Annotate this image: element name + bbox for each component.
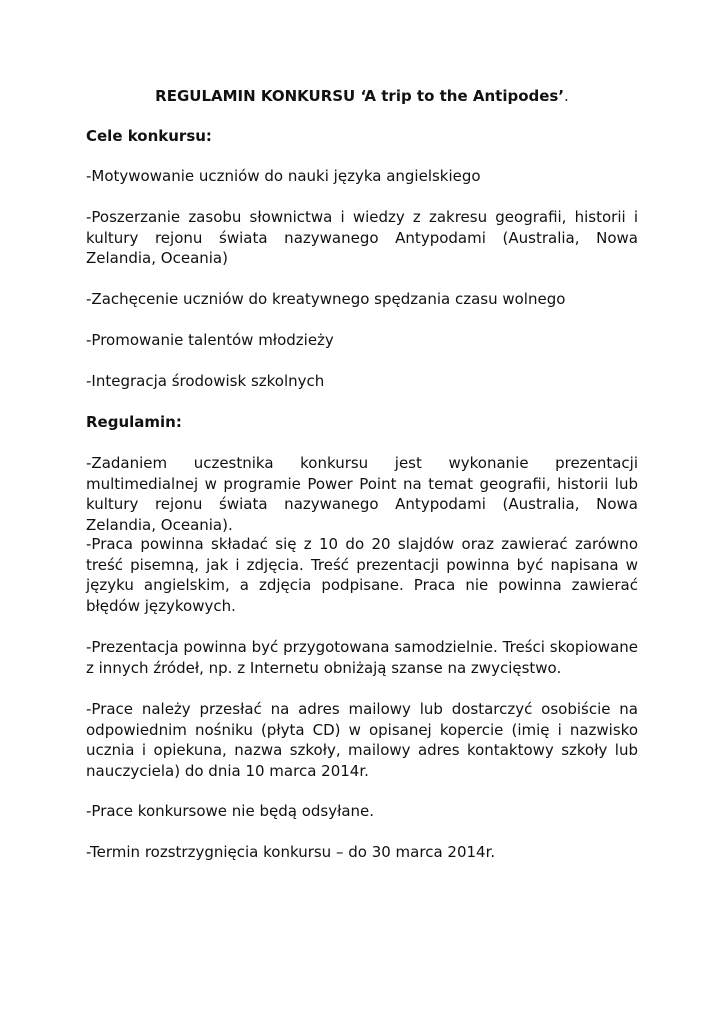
goals-heading: Cele konkursu:	[86, 127, 212, 145]
goal-item: -Poszerzanie zasobu słownictwa i wiedzy z zakresu geografii, historii i kultury rejonu świata nazywanego Antypodami (Australia, Nowa Zelandia, Oceania)	[86, 208, 638, 268]
goal-item: -Zachęcenie uczniów do kreatywnego spędzania czasu wolnego	[86, 290, 566, 308]
document-title	[86, 86, 638, 106]
rule-item: -Termin rozstrzygnięcia konkursu – do 30 marca 2014r.	[86, 843, 496, 861]
document-title-period: .	[564, 87, 569, 105]
rule-item: -Prezentacja powinna być przygotowana samodzielnie. Treści skopiowane z innych źródeł, np. z Internetu obniżają szanse na zwycięstwo.	[86, 638, 638, 677]
goal-item: -Integracja środowisk szkolnych	[86, 372, 325, 390]
rule-item: -Prace konkursowe nie będą odsyłane.	[86, 802, 375, 820]
goal-item: -Promowanie talentów młodzieży	[86, 331, 334, 349]
rule-item: -Prace należy przesłać na adres mailowy lub dostarczyć osobiście na odpowiednim nośniku (płyta CD) w opisanej kopercie (imię i nazwisko ucznia i opiekuna, nazwa szkoły, mailowy adres kontaktowy szkoły lub nauczyciela) do dnia 10 marca 2014r.	[86, 700, 638, 780]
goal-item: -Motywowanie uczniów do nauki języka angielskiego	[86, 167, 481, 185]
rules-heading: Regulamin:	[86, 413, 182, 431]
rule-item: -Zadaniem uczestnika konkursu jest wykonanie prezentacji multimedialnej w programie Power Point na temat geografii, historii lub kultury rejonu świata nazywanego Antypodami (Australia, Nowa Zelandia, Oceania).	[86, 454, 638, 534]
rule-item: -Praca powinna składać się z 10 do 20 slajdów oraz zawierać zarówno treść pisemną, jak i zdjęcia. Treść prezentacji powinna być napisana w języku angielskim, a zdjęcia podpisane. Praca nie powinna zawierać błędów językowych.	[86, 535, 638, 615]
document-title-bold: REGULAMIN KONKURSU ‘A trip to the Antipodes’	[155, 87, 565, 105]
